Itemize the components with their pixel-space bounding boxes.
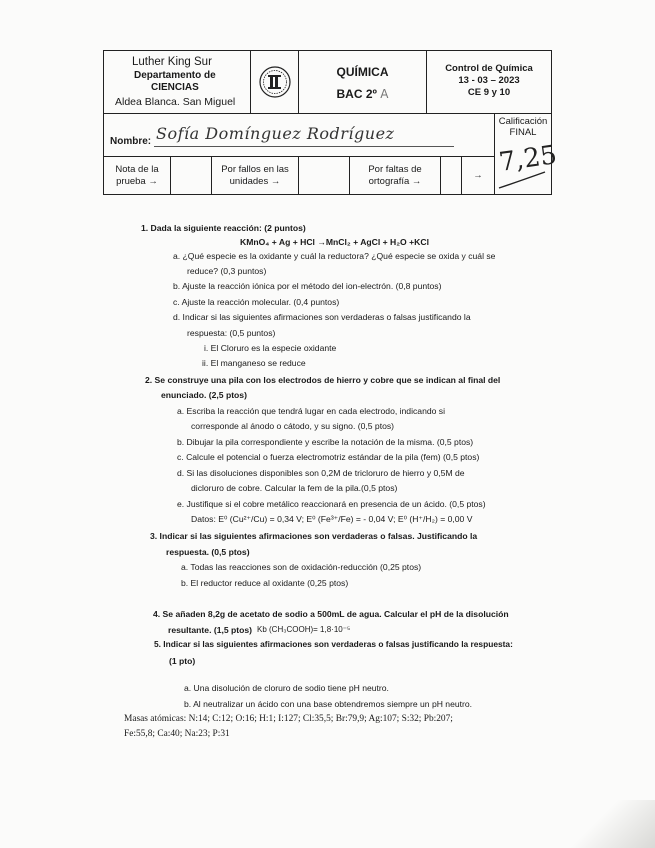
- fallos-cell: Por fallos en las unidades →: [212, 157, 299, 194]
- q1-d-ii: ii. El manganeso se reduce: [202, 358, 306, 368]
- student-name-handwritten: Sofía Domínguez Rodríguez: [156, 124, 395, 143]
- q5-a: a. Una disolución de cloruro de sodio tiene pH neutro.: [184, 683, 389, 693]
- q2-d-line2: dicloruro de cobre. Calcular la fem de la pila.(0,5 ptos): [191, 483, 398, 493]
- department-label: Departamento de: [134, 70, 216, 81]
- department-name: CIENCIAS: [151, 82, 199, 93]
- q2-b: b. Dibujar la pila correspondiente y escribe la notación de la misma. (0,5 ptos): [177, 437, 474, 447]
- q1-a-line1: a. ¿Qué especie es la oxidante y cuál la reductora? ¿Qué especie se oxida y cuál se: [173, 251, 496, 261]
- nota-cell: Nota de la prueba →: [104, 157, 171, 194]
- final-label: FINAL: [509, 127, 537, 138]
- exam-date: 13 - 03 – 2023: [458, 75, 520, 86]
- result-arrow-cell: →: [473, 169, 483, 181]
- q2-a-line2: corresponde al ánodo o cátodo, y su signo. (0,5 ptos): [191, 421, 395, 431]
- q2-title-line2: enunciado. (2,5 ptos): [161, 390, 247, 400]
- q4-title-line2: resultante. (1,5 ptos): [168, 625, 253, 635]
- q1-d-line2: respuesta: (0,5 puntos): [187, 328, 276, 338]
- q1-b: b. Ajuste la reacción iónica por el método del ion-electrón. (0,8 puntos): [173, 281, 442, 291]
- subject-title: QUÍMICA: [336, 65, 389, 79]
- q2-title-line1: 2. Se construye una pila con los electrodos de hierro y cobre que se indican al final del: [145, 375, 501, 385]
- final-grade-handwritten: 7,25: [497, 140, 559, 178]
- q1-d-line1: d. Indicar si las siguientes afirmaciones son verdaderas o falsas justificando la: [173, 312, 471, 322]
- course-group-handwritten: A: [380, 87, 389, 101]
- q2-datos: Datos: E⁰ (Cu²⁺/Cu) = 0,34 V; E⁰ (Fe³⁺/Fe) = - 0,04 V; E⁰ (H⁺/H₂) = 0,00 V: [191, 514, 473, 524]
- control-title: Control de Química: [445, 63, 533, 74]
- q2-a-line1: a. Escriba la reacción que tendrá lugar en cada electrodo, indicando si: [177, 406, 446, 416]
- q3-a: a. Todas las reacciones son de oxidación-reducción (0,25 ptos): [181, 562, 422, 572]
- q3-title-line1: 3. Indicar si las siguientes afirmaciones son verdaderas o falsas. Justificando la: [150, 531, 478, 541]
- q3-title-line2: respuesta. (0,5 ptos): [166, 547, 250, 557]
- exam-group: CE 9 y 10: [467, 87, 511, 98]
- q3-b: b. El reductor reduce al oxidante (0,25 ptos): [181, 578, 349, 588]
- q1-reaction: KMnO₄ + Ag + HCl →MnCl₂ + AgCl + H₂O +KCl: [240, 237, 429, 247]
- atomic-masses-line1: Masas atómicas: N:14; C:12; O:16; H:1; I:127; Cl:35,5; Br:79,9; Ag:107; S:32; Pb:207;: [124, 714, 453, 724]
- course-label: BAC 2º: [336, 87, 377, 101]
- ortografia-cell: Por faltas de ortografía →: [350, 157, 441, 194]
- school-location: Aldea Blanca. San Miguel: [115, 96, 236, 108]
- calificacion-label: Calificación: [498, 116, 548, 127]
- q5-b: b. Al neutralizar un ácido con una base obtendremos siempre un pH neutro.: [184, 699, 473, 709]
- name-label: Nombre:: [110, 136, 152, 147]
- q1-c: c. Ajuste la reacción molecular. (0,4 puntos): [173, 297, 340, 307]
- q2-d-line1: d. Si las disoluciones disponibles son 0,2M de tricloruro de hierro y 0,5M de: [177, 468, 465, 478]
- q1-title: 1. Dada la siguiente reacción: (2 puntos): [141, 223, 306, 233]
- q1-a-line2: reduce? (0,3 puntos): [187, 266, 267, 276]
- q2-c: c. Calcule el potencial o fuerza electromotriz estándar de la pila (fem) (0,5 ptos): [177, 452, 480, 462]
- q4-kb: Kb (CH₃COOH)= 1,8·10⁻⁵: [257, 625, 351, 634]
- atomic-masses-line2: Fe:55,8; Ca:40; Na:23; P:31: [124, 729, 230, 739]
- q5-title-line2: (1 pto): [169, 656, 196, 666]
- q2-e: e. Justifique si el cobre metálico reaccionará en presencia de un ácido. (0,5 ptos): [177, 499, 486, 509]
- q1-d-i: i. El Cloruro es la especie oxidante: [204, 343, 337, 353]
- q4-title-line1: 4. Se añaden 8,2g de acetato de sodio a 500mL de agua. Calcular el pH de la disolución: [153, 609, 509, 619]
- q5-title-line1: 5. Indicar si las siguientes afirmaciones son verdaderas o falsas justificando la respuesta:: [154, 639, 513, 649]
- school-name: Luther King Sur: [132, 56, 212, 68]
